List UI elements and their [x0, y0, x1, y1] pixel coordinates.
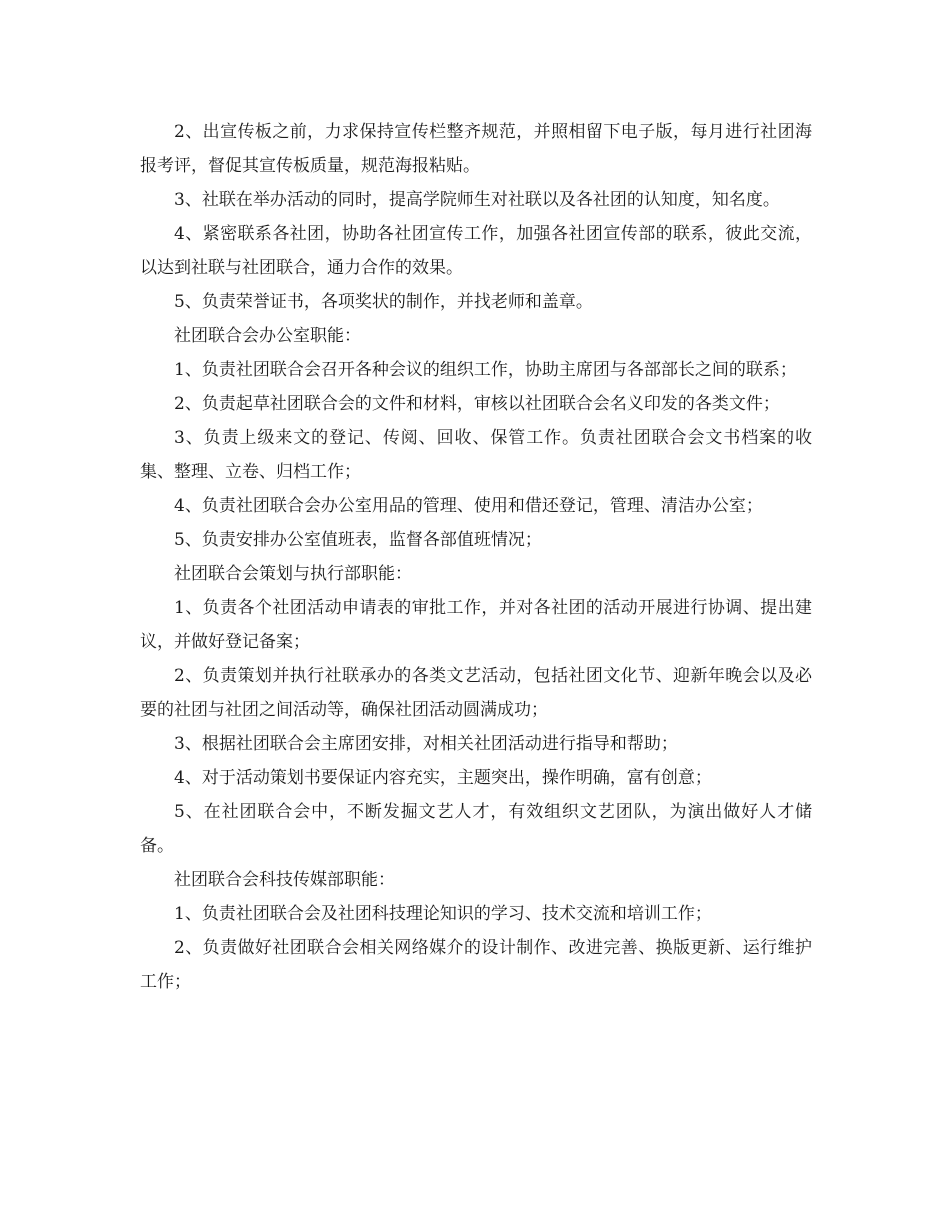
paragraph: 3、社联在举办活动的同时，提高学院师生对社联以及各社团的认知度，知名度。	[174, 190, 780, 210]
paragraph: 1、负责社团联合会及社团科技理论知识的学习、技术交流和培训工作；	[174, 904, 712, 924]
paragraph: 2、负责策划并执行社联承办的各类文艺活动，包括社团文化节、迎新年晚会以及必要的社团与社团之间活动等，确保社团活动圆满成功；	[140, 666, 812, 720]
section-heading: 社团联合会办公室职能：	[174, 326, 361, 346]
paragraph: 4、负责社团联合会办公室用品的管理、使用和借还登记，管理、清洁办公室；	[174, 496, 763, 516]
paragraph: 2、负责起草社团联合会的文件和材料，审核以社团联合会名义印发的各类文件；	[174, 394, 780, 414]
section-heading: 社团联合会策划与执行部职能：	[174, 564, 412, 584]
paragraph: 2、负责做好社团联合会相关网络媒介的设计制作、改进完善、换版更新、运行维护工作；	[140, 938, 812, 992]
section-heading: 社团联合会科技传媒部职能：	[174, 870, 395, 890]
document-body	[140, 115, 812, 999]
paragraph: 5、在社团联合会中，不断发掘文艺人才，有效组织文艺团队，为演出做好人才储备。	[140, 802, 812, 856]
paragraph: 2、出宣传板之前，力求保持宣传栏整齐规范，并照相留下电子版，每月进行社团海报考评，督促其宣传板质量，规范海报粘贴。	[140, 122, 812, 176]
paragraph: 1、负责社团联合会召开各种会议的组织工作，协助主席团与各部部长之间的联系；	[174, 360, 797, 380]
paragraph: 4、紧密联系各社团，协助各社团宣传工作，加强各社团宣传部的联系，彼此交流，以达到社联与社团联合，通力合作的效果。	[140, 224, 812, 278]
paragraph: 5、负责荣誉证书，各项奖状的制作，并找老师和盖章。	[174, 292, 593, 312]
paragraph: 3、根据社团联合会主席团安排，对相关社团活动进行指导和帮助；	[174, 734, 678, 754]
paragraph: 5、负责安排办公室值班表，监督各部值班情况；	[174, 530, 542, 550]
paragraph: 1、负责各个社团活动申请表的审批工作，并对各社团的活动开展进行协调、提出建议，并做好登记备案；	[140, 598, 812, 652]
paragraph: 3、负责上级来文的登记、传阅、回收、保管工作。负责社团联合会文书档案的收集、整理、立卷、归档工作；	[140, 428, 812, 482]
paragraph: 4、对于活动策划书要保证内容充实，主题突出，操作明确，富有创意；	[174, 768, 712, 788]
